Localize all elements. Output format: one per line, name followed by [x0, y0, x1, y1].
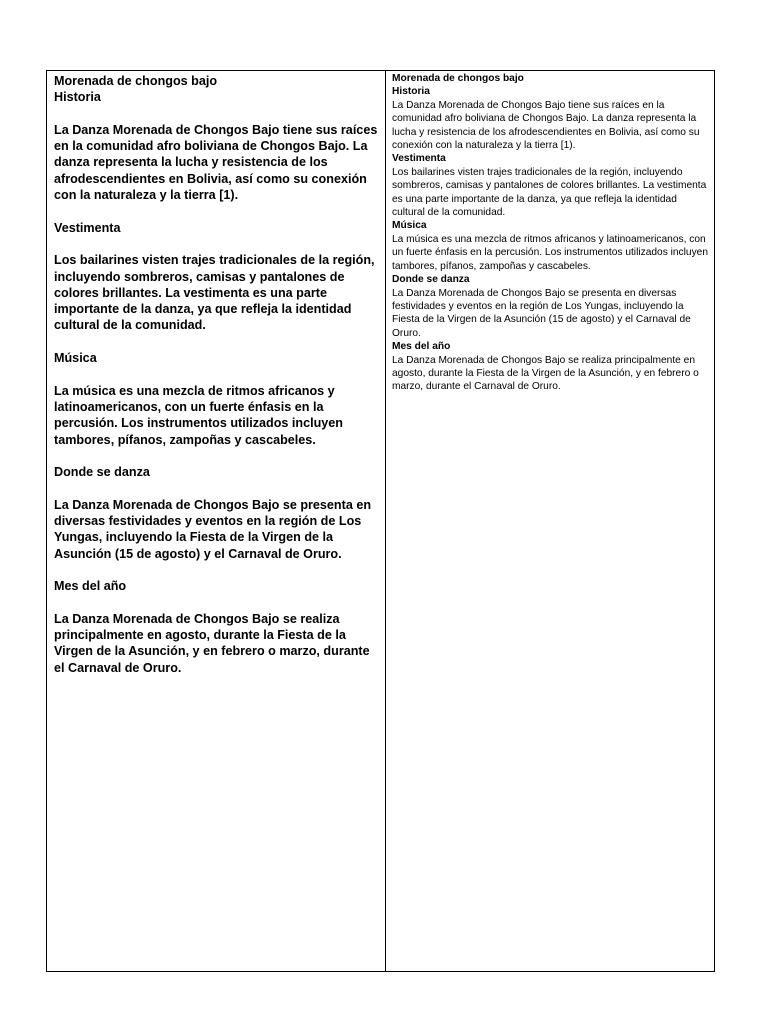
right-mes-text: La Danza Morenada de Chongos Bajo se realiza principalmente en agosto, durante la Fiesta de la Virgen de la Asunción, y en febrero o marzo, durante el Carnaval de Oruro. [392, 354, 699, 393]
spacer [54, 480, 379, 496]
left-historia-text: La Danza Morenada de Chongos Bajo tiene sus raíces en la comunidad afro boliviana de Chongos Bajo. La danza representa la lucha y resistencia de los afrodescendientes en Bolivia, así como su conexión con la naturaleza y la tierra [1). [54, 122, 378, 203]
left-mes-heading: Mes del año [54, 579, 127, 594]
left-mes-text: La Danza Morenada de Chongos Bajo se realiza principalmente en agosto, durante la Fiesta de la Virgen de la Asunción, y en febrero o marzo, durante el Carnaval de Oruro. [54, 611, 370, 675]
spacer [54, 106, 379, 122]
right-vestimenta-text: Los bailarines visten trajes tradicionales de la región, incluyendo sombreros, camisas y pantalones de colores brillantes. La vestimenta es una parte importante de la danza, ya que refleja la identidad cultural de la comunidad. [392, 166, 707, 219]
right-column-content [386, 71, 714, 394]
spacer [54, 334, 379, 350]
spacer [54, 203, 379, 219]
left-donde-heading: Donde se danza [54, 465, 150, 480]
left-historia-heading: Historia [54, 90, 101, 105]
right-column-cell [386, 71, 715, 972]
left-donde-text: La Danza Morenada de Chongos Bajo se presenta en diversas festividades y eventos en la región de Los Yungas, incluyendo la Fiesta de la Virgen de la Asunción (15 de agosto) y el Carnaval de Oruro. [54, 497, 372, 561]
left-column-cell [47, 71, 386, 972]
table-row [47, 71, 715, 972]
left-vestimenta-text: Los bailarines visten trajes tradicionales de la región, incluyendo sombreros, camisas y pantalones de colores brillantes. La vestimenta es una parte importante de la danza, ya que refleja la identidad cultural de la comunidad. [54, 253, 375, 333]
spacer [54, 366, 379, 382]
spacer [54, 595, 379, 611]
right-donde-text: La Danza Morenada de Chongos Bajo se presenta en diversas festividades y eventos en la región de Los Yungas, incluyendo la Fiesta de la Virgen de la Asunción (15 de agosto) y el Carnaval de Oruro. [392, 287, 691, 339]
right-historia-text: La Danza Morenada de Chongos Bajo tiene sus raíces en la comunidad afro boliviana de Chongos Bajo. La danza representa la lucha y resistencia de los afrodescendientes en Bolivia, así como su conexión con la naturaleza y la tierra [1). [392, 99, 700, 152]
left-title: Morenada de chongos bajo [54, 74, 218, 88]
right-musica-heading: Música [392, 220, 427, 232]
content-table [46, 70, 715, 972]
left-vestimenta-heading: Vestimenta [54, 220, 121, 235]
left-musica-text: La música es una mezcla de ritmos africanos y latinoamericanos, con un fuerte énfasis en la percusión. Los instrumentos utilizados incluyen tambores, pífanos, zampoñas y cascabeles. [54, 383, 343, 447]
spacer [54, 236, 379, 252]
left-musica-heading: Música [54, 351, 97, 366]
spacer [54, 448, 379, 464]
right-musica-text: La música es una mezcla de ritmos africanos y latinoamericanos, con un fuerte énfasis en la percusión. Los instrumentos utilizados incluyen tambores, pífanos, zampoñas y cascabeles. [392, 233, 708, 272]
right-title: Morenada de chongos bajo [392, 73, 524, 84]
right-historia-heading: Historia [392, 86, 430, 98]
right-mes-heading: Mes del año [392, 341, 451, 353]
right-vestimenta-heading: Vestimenta [392, 153, 446, 165]
right-donde-heading: Donde se danza [392, 274, 470, 286]
left-column-content [47, 71, 385, 676]
spacer [54, 562, 379, 578]
